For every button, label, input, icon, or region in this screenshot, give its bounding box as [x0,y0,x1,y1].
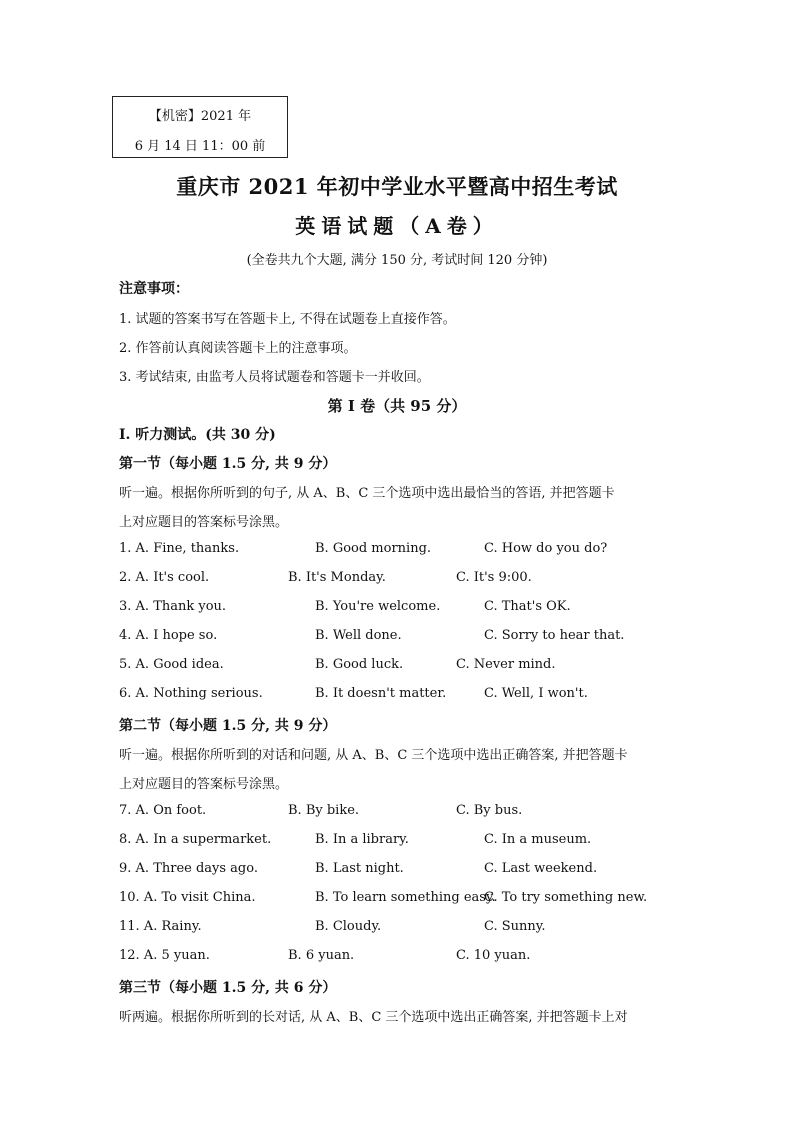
section-2-instruction: 听一遍。根据你所听到的对话和问题, 从 A、B、C 三个选项中选出正确答案, 并把答题卡 [119,748,628,763]
notices-heading: 注意事项： [119,281,189,297]
confidential-stamp [112,96,288,158]
q9-option-b: B. Last night. [315,861,404,876]
q6-option-c: C. Well, I won't. [484,686,588,701]
section-1-instruction: 上对应题目的答案标号涂黑。 [119,515,289,530]
q5-option-a: 5. A. Good idea. [119,657,224,672]
q4-option-c: C. Sorry to hear that. [484,628,625,643]
q4-option-a: 4. A. I hope so. [119,628,218,643]
q3-option-b: B. You're welcome. [315,599,441,614]
stamp-line-2: 6 月 14 日 11：00 前 [134,139,266,154]
q2-option-b: B. It's Monday. [288,570,386,585]
notice-item: 3. 考试结束, 由监考人员将试题卷和答题卡一并收回。 [119,370,430,385]
q9-option-a: 9. A. Three days ago. [119,861,258,876]
q10-option-a: 10. A. To visit China. [119,890,256,905]
q11-option-b: B. Cloudy. [315,919,382,934]
q5-option-b: B. Good luck. [315,657,404,672]
section-2-instruction: 上对应题目的答案标号涂黑。 [119,777,289,792]
section-2-title: 第二节（每小题 1.5 分, 共 9 分） [119,718,337,734]
q6-option-b: B. It doesn't matter. [315,686,447,701]
q10-option-b: B. To learn something easy. [315,890,496,905]
q1-option-b: B. Good morning. [315,541,432,556]
q4-option-b: B. Well done. [315,628,402,643]
q11-option-c: C. Sunny. [484,919,546,934]
notice-item: 1. 试题的答案书写在答题卡上, 不得在试题卷上直接作答。 [119,312,456,327]
q7-option-c: C. By bus. [456,803,523,818]
section-3-title: 第三节（每小题 1.5 分, 共 6 分） [119,980,337,996]
q2-option-a: 2. A. It's cool. [119,570,210,585]
exam-subtitle: 英语试题（A卷） [295,214,499,238]
q7-option-a: 7. A. On foot. [119,803,207,818]
q2-option-c: C. It's 9:00. [456,570,532,585]
section-3-instruction: 听两遍。根据你所听到的长对话, 从 A、B、C 三个选项中选出正确答案, 并把答题卡上对 [119,1010,628,1025]
q11-option-a: 11. A. Rainy. [119,919,202,934]
q7-option-b: B. By bike. [288,803,360,818]
stamp-line-1: 【机密】2021 年 [148,109,252,124]
notice-item: 2. 作答前认真阅读答题卡上的注意事项。 [119,341,357,356]
q12-option-c: C. 10 yuan. [456,948,531,963]
q12-option-b: B. 6 yuan. [288,948,355,963]
q6-option-a: 6. A. Nothing serious. [119,686,263,701]
q1-option-a: 1. A. Fine, thanks. [119,541,240,556]
q3-option-c: C. That's OK. [484,599,571,614]
section-1-instruction: 听一遍。根据你所听到的句子, 从 A、B、C 三个选项中选出最恰当的答语, 并把答题卡 [119,486,615,501]
q1-option-c: C. How do you do? [484,541,608,556]
section-listening-title: I. 听力测试。(共 30 分) [119,427,276,443]
q3-option-a: 3. A. Thank you. [119,599,227,614]
part-1-title: 第 I 卷（共 95 分） [327,397,467,415]
q10-option-c: C. To try something new. [484,890,648,905]
q8-option-c: C. In a museum. [484,832,592,847]
exam-info: (全卷共九个大题, 满分 150 分, 考试时间 120 分钟) [246,253,548,268]
q8-option-a: 8. A. In a supermarket. [119,832,272,847]
q5-option-c: C. Never mind. [456,657,556,672]
exam-title: 重庆市 2021 年初中学业水平暨高中招生考试 [176,174,618,199]
q9-option-c: C. Last weekend. [484,861,598,876]
section-1-title: 第一节（每小题 1.5 分, 共 9 分） [119,456,337,472]
q12-option-a: 12. A. 5 yuan. [119,948,210,963]
q8-option-b: B. In a library. [315,832,409,847]
